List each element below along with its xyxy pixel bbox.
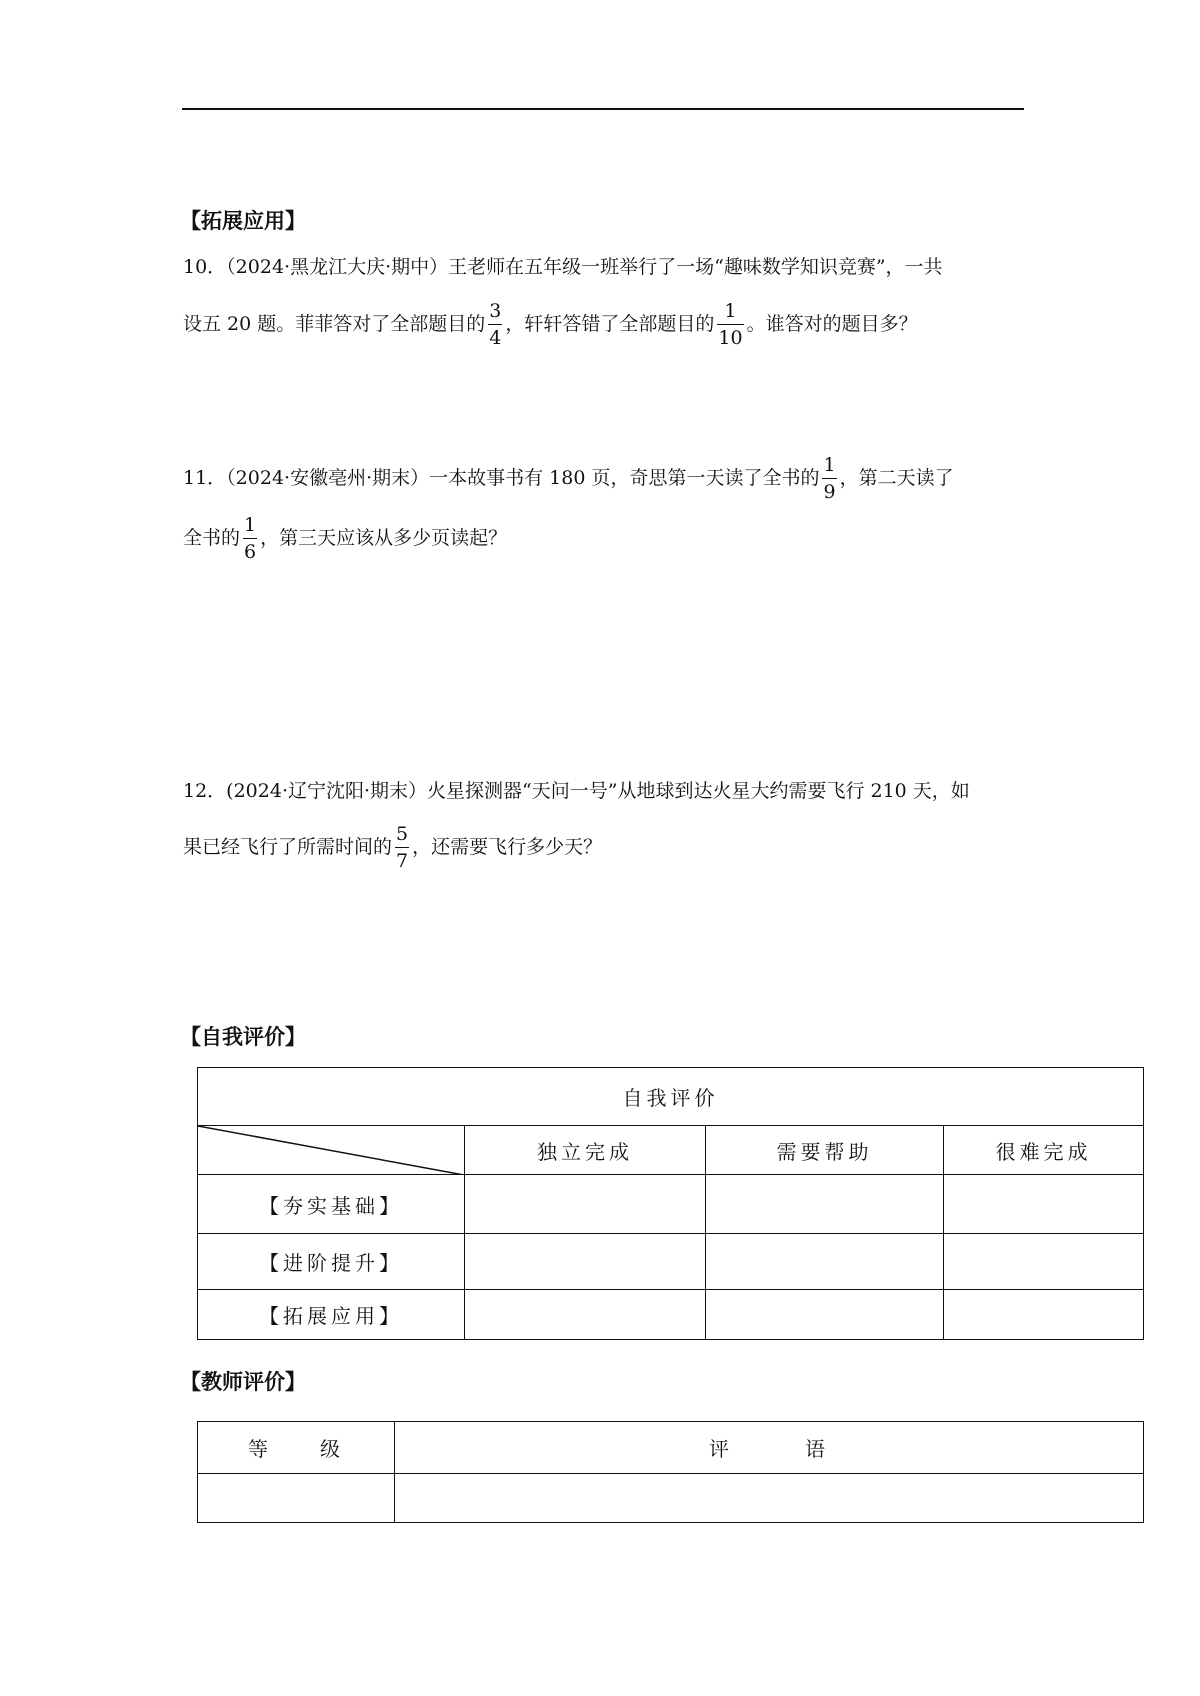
- grade-cell[interactable]: [198, 1474, 395, 1523]
- column-header-difficult: 很难完成: [944, 1126, 1144, 1175]
- self-eval-cell[interactable]: [706, 1234, 944, 1290]
- fraction-1-10: $\frac{1}{10}$: [718, 300, 743, 349]
- diagonal-line: [198, 1126, 464, 1175]
- question-10-line-1: 10．（2024·黑龙江大庆·期中）王老师在五年级一班举行了一场“趣味数学知识竞赛”，一共: [183, 256, 943, 278]
- self-eval-cell[interactable]: [465, 1290, 706, 1340]
- column-header-independent: 独立完成: [465, 1126, 706, 1175]
- row-label-extension: 【拓展应用】: [198, 1290, 465, 1340]
- row-label-advanced: 【进阶提升】: [198, 1234, 465, 1290]
- self-eval-cell[interactable]: [706, 1290, 944, 1340]
- section-heading-extension: 【拓展应用】: [180, 209, 306, 233]
- question-12-line-1: 12．(2024·辽宁沈阳·期末）火星探测器“天问一号”从地球到达火星大约需要飞行 210 天，如: [183, 780, 970, 802]
- section-heading-teacher-eval: 【教师评价】: [180, 1370, 306, 1394]
- question-12-line-2: 果已经飞行了所需时间的 $\frac{5}{7}$ ，还需要飞行多少天？: [183, 823, 603, 872]
- fraction-5-7: $\frac{5}{7}$: [396, 823, 409, 872]
- question-10-line-2: 设五 20 题。菲菲答对了全部题目的 $\frac{3}{4}$ ，轩轩答错了全部题目的 $\frac{1}{10}$ 。谁答对的题目多？: [183, 300, 918, 349]
- teacher-eval-table: [197, 1421, 1144, 1523]
- grade-header: 等 级: [198, 1422, 395, 1474]
- fraction-1-9: $\frac{1}{9}$: [823, 454, 836, 503]
- diagonal-header-cell: [198, 1126, 465, 1175]
- fraction-3-4: $\frac{3}{4}$: [489, 300, 502, 349]
- comment-cell[interactable]: [395, 1474, 1144, 1523]
- column-header-need-help: 需要帮助: [706, 1126, 944, 1175]
- header-rule: [182, 108, 1024, 110]
- comment-header: 评 语: [395, 1422, 1144, 1474]
- self-eval-cell[interactable]: [465, 1175, 706, 1234]
- fraction-1-6: $\frac{1}{6}$: [244, 514, 257, 563]
- question-11-line-2: 全书的 $\frac{1}{6}$ ，第三天应该从多少页读起？: [183, 514, 508, 563]
- row-label-foundation: 【夯实基础】: [198, 1175, 465, 1234]
- self-eval-cell[interactable]: [944, 1234, 1144, 1290]
- self-eval-table-title: 自我评价: [198, 1068, 1144, 1126]
- self-eval-cell[interactable]: [944, 1290, 1144, 1340]
- self-eval-table: [197, 1067, 1144, 1340]
- self-eval-cell[interactable]: [944, 1175, 1144, 1234]
- self-eval-cell[interactable]: [465, 1234, 706, 1290]
- question-11-line-1: 11．（2024·安徽亳州·期末）一本故事书有 180 页，奇思第一天读了全书的 $\frac{1}{9}$ ，第二天读了: [183, 454, 954, 503]
- section-heading-self-eval: 【自我评价】: [180, 1025, 306, 1049]
- self-eval-cell[interactable]: [706, 1175, 944, 1234]
